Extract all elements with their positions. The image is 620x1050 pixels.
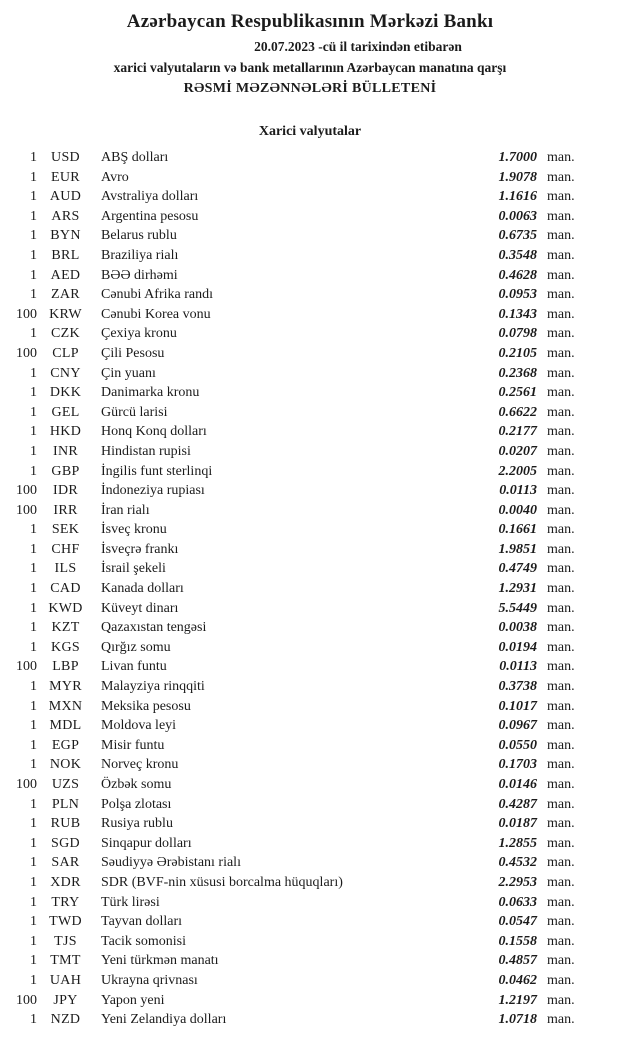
currency-code: INR: [52, 443, 78, 459]
table-row: [0, 951, 620, 971]
currency-unit: man.: [547, 502, 575, 518]
currency-rate: 0.0063: [498, 208, 537, 224]
currency-code: KRW: [49, 306, 82, 322]
currency-quantity: 1: [30, 972, 37, 988]
currency-unit: man.: [547, 365, 575, 381]
currency-rate: 0.3548: [498, 247, 537, 263]
currency-code: CZK: [51, 326, 80, 342]
currency-name: Küveyt dinarı: [101, 600, 179, 616]
currency-quantity: 1: [30, 541, 37, 557]
currency-rate: 0.1017: [498, 698, 537, 714]
currency-rate: 0.1558: [498, 933, 537, 949]
currency-code: TJS: [54, 933, 77, 949]
currency-rate: 0.4628: [498, 267, 537, 283]
currency-rate: 0.2368: [498, 365, 537, 381]
currency-code: HKD: [49, 424, 82, 440]
table-row: [0, 422, 620, 442]
currency-name: Avro: [101, 169, 129, 185]
currency-rate: 0.0547: [498, 914, 537, 930]
currency-quantity: 100: [16, 659, 37, 675]
currency-unit: man.: [547, 208, 575, 224]
currency-name: Tayvan dolları: [101, 914, 183, 930]
table-row: [0, 559, 620, 579]
currency-unit: man.: [547, 835, 575, 851]
currency-rate: 0.0040: [498, 502, 537, 518]
currency-unit: man.: [547, 228, 575, 244]
currency-unit: man.: [547, 267, 575, 283]
currency-rate: 0.0462: [498, 972, 537, 988]
currency-quantity: 1: [30, 443, 37, 459]
currency-unit: man.: [547, 757, 575, 773]
currency-code: MXN: [48, 698, 83, 714]
bulletin-title: RƏSMİ MƏZƏNNƏLƏRİ BÜLLETENİ: [183, 81, 437, 96]
currency-unit: man.: [547, 953, 575, 969]
currency-code: GEL: [51, 404, 80, 420]
currency-name: Argentina pesosu: [101, 208, 199, 224]
currency-quantity: 1: [30, 228, 37, 244]
currency-unit: man.: [547, 150, 575, 165]
currency-rate: 0.0113: [499, 659, 537, 675]
table-row: [0, 285, 620, 305]
bulletin-subtitle: xarici valyutaların və bank metallarının Azərbaycan manatına qarşı: [113, 60, 507, 75]
currency-unit: man.: [547, 659, 575, 675]
currency-code: EGP: [51, 737, 80, 753]
currency-quantity: 1: [30, 874, 37, 890]
currency-rate: 0.0113: [499, 483, 537, 499]
currency-name: İngilis funt sterlinqi: [101, 463, 213, 479]
currency-name: Polşa zlotası: [101, 796, 172, 812]
currency-name: Cənubi Korea vonu: [101, 306, 211, 322]
table-row: [0, 226, 620, 246]
currency-name: Avstraliya dolları: [101, 189, 199, 205]
currency-name: İsveç kronu: [101, 522, 167, 538]
currency-unit: man.: [547, 914, 575, 930]
currency-rate: 1.2197: [498, 992, 537, 1008]
currency-name: Çexiya kronu: [101, 326, 177, 342]
exchange-rates-table: [0, 148, 620, 1030]
table-row: [0, 932, 620, 952]
currency-name: Səudiyyə Ərəbistanı rialı: [101, 855, 241, 871]
table-row: [0, 168, 620, 188]
table-row: [0, 755, 620, 775]
currency-rate: 0.0953: [498, 287, 537, 303]
currency-quantity: 1: [30, 796, 37, 812]
table-row: [0, 324, 620, 344]
currency-name: Braziliya rialı: [101, 247, 179, 263]
currency-name: Tacik somonisi: [101, 933, 186, 949]
currency-name: İsveçrə frankı: [101, 541, 179, 557]
currency-name: Rusiya rublu: [101, 816, 173, 832]
currency-name: Moldova leyi: [101, 718, 177, 734]
currency-name: Yapon yeni: [101, 992, 165, 1008]
currency-code: TMT: [50, 953, 81, 969]
currency-code: TWD: [49, 914, 82, 930]
currency-code: ZAR: [51, 287, 80, 303]
currency-rate: 1.7000: [498, 150, 537, 165]
currency-name: Danimarka kronu: [101, 385, 200, 401]
currency-quantity: 1: [30, 737, 37, 753]
currency-unit: man.: [547, 639, 575, 655]
currency-unit: man.: [547, 894, 575, 910]
table-row: [0, 481, 620, 501]
table-row: [0, 187, 620, 207]
currency-code: AUD: [49, 189, 82, 205]
currency-rate: 2.2005: [498, 463, 537, 479]
currency-unit: man.: [547, 992, 575, 1008]
currency-code: IRR: [53, 502, 78, 518]
currency-unit: man.: [547, 796, 575, 812]
currency-code: NZD: [50, 1012, 81, 1028]
currency-rate: 0.2561: [498, 385, 537, 401]
currency-name: Yeni Zelandiya dolları: [101, 1012, 227, 1028]
currency-quantity: 1: [30, 424, 37, 440]
table-row: [0, 579, 620, 599]
currency-name: Sinqapur dolları: [101, 835, 192, 851]
currency-quantity: 100: [16, 502, 37, 518]
currency-name: Norveç kronu: [101, 757, 179, 773]
currency-quantity: 1: [30, 698, 37, 714]
currency-code: CNY: [50, 365, 81, 381]
currency-code: CLP: [52, 345, 79, 361]
table-row: [0, 148, 620, 168]
currency-code: TRY: [51, 894, 80, 910]
currency-code: CAD: [50, 581, 81, 597]
currency-unit: man.: [547, 600, 575, 616]
currency-rate: 0.4857: [498, 953, 537, 969]
currency-rate: 1.1616: [498, 189, 537, 205]
currency-code: KGS: [51, 639, 80, 655]
currency-name: Kanada dolları: [101, 581, 184, 597]
currency-name: BƏƏ dirhəmi: [101, 267, 178, 283]
currency-code: LBP: [52, 659, 79, 675]
currency-name: Belarus rublu: [101, 228, 177, 244]
currency-quantity: 1: [30, 1012, 37, 1028]
currency-name: Ukrayna qrivnası: [101, 972, 198, 988]
currency-rate: 0.1343: [498, 306, 537, 322]
currency-quantity: 1: [30, 855, 37, 871]
currency-rate: 0.4749: [498, 561, 537, 577]
currency-code: SAR: [51, 855, 80, 871]
currency-unit: man.: [547, 443, 575, 459]
currency-quantity: 1: [30, 150, 37, 165]
currency-quantity: 1: [30, 385, 37, 401]
currency-rate: 1.2931: [498, 581, 537, 597]
currency-unit: man.: [547, 620, 575, 636]
currency-rate: 0.2105: [498, 345, 537, 361]
table-row: [0, 462, 620, 482]
currency-rate: 1.9078: [498, 169, 537, 185]
currency-code: SEK: [51, 522, 80, 538]
currency-unit: man.: [547, 247, 575, 263]
currency-code: KWD: [48, 600, 83, 616]
currency-quantity: 1: [30, 933, 37, 949]
currency-code: UZS: [51, 777, 80, 792]
currency-quantity: 100: [16, 306, 37, 322]
currency-rate: 0.0798: [498, 326, 537, 342]
currency-code: GBP: [51, 463, 80, 479]
effective-date-line: 20.07.2023 -cü il tarixindən etibarən: [254, 39, 462, 54]
table-row: [0, 540, 620, 560]
currency-quantity: 1: [30, 835, 37, 851]
currency-unit: man.: [547, 306, 575, 322]
currency-rate: 0.4532: [498, 855, 537, 871]
currency-code: UAH: [49, 972, 82, 988]
currency-name: Özbək somu: [101, 777, 172, 792]
currency-unit: man.: [547, 933, 575, 949]
currency-unit: man.: [547, 581, 575, 597]
table-row: [0, 266, 620, 286]
table-row: [0, 736, 620, 756]
table-row: [0, 383, 620, 403]
currency-unit: man.: [547, 463, 575, 479]
bank-title: Azərbaycan Respublikasının Mərkəzi Bankı: [126, 11, 494, 32]
currency-code: ARS: [51, 208, 80, 224]
currency-unit: man.: [547, 404, 575, 420]
table-row: [0, 442, 620, 462]
table-row: [0, 991, 620, 1011]
currency-rate: 1.9851: [498, 541, 537, 557]
currency-code: ILS: [54, 561, 77, 577]
currency-name: İndoneziya rupiası: [101, 483, 205, 499]
table-row: [0, 207, 620, 227]
currency-unit: man.: [547, 189, 575, 205]
currency-rate: 0.3738: [498, 679, 537, 695]
table-row: [0, 618, 620, 638]
currency-rate: 0.4287: [498, 796, 537, 812]
currency-name: Livan funtu: [101, 659, 167, 675]
table-row: [0, 305, 620, 325]
currency-unit: man.: [547, 561, 575, 577]
table-row: [0, 638, 620, 658]
currency-unit: man.: [547, 483, 575, 499]
currency-unit: man.: [547, 1012, 575, 1028]
table-row: [0, 775, 620, 795]
currency-quantity: 1: [30, 404, 37, 420]
currency-quantity: 1: [30, 208, 37, 224]
table-row: [0, 657, 620, 677]
currency-quantity: 1: [30, 463, 37, 479]
table-row: [0, 246, 620, 266]
table-row: [0, 677, 620, 697]
currency-rate: 1.0718: [498, 1012, 537, 1028]
currency-unit: man.: [547, 522, 575, 538]
table-row: [0, 364, 620, 384]
currency-code: BRL: [51, 247, 80, 263]
currency-name: Çin yuanı: [101, 365, 156, 381]
currency-unit: man.: [547, 326, 575, 342]
currency-rate: 0.0207: [498, 443, 537, 459]
currency-unit: man.: [547, 345, 575, 361]
currency-name: ABŞ dolları: [101, 150, 169, 165]
currency-rate: 0.6735: [498, 228, 537, 244]
currency-quantity: 1: [30, 522, 37, 538]
currency-quantity: 100: [16, 992, 37, 1008]
currency-rate: 0.1703: [498, 757, 537, 773]
currency-quantity: 1: [30, 267, 37, 283]
currency-name: Yeni türkmən manatı: [101, 953, 219, 969]
currency-code: EUR: [51, 169, 80, 185]
currency-name: Meksika pesosu: [101, 698, 191, 714]
currency-code: MDL: [49, 718, 82, 734]
currency-code: PLN: [51, 796, 80, 812]
table-row: [0, 834, 620, 854]
currency-quantity: 1: [30, 169, 37, 185]
currency-quantity: 1: [30, 718, 37, 734]
table-row: [0, 814, 620, 834]
currency-code: MYR: [49, 679, 82, 695]
currency-code: KZT: [51, 620, 80, 636]
currency-name: Qırğız somu: [101, 639, 171, 655]
currency-code: RUB: [50, 816, 81, 832]
currency-name: Hindistan rupisi: [101, 443, 191, 459]
currency-code: SGD: [51, 835, 80, 851]
currency-name: Gürcü larisi: [101, 404, 168, 420]
currency-code: IDR: [52, 483, 78, 499]
currency-quantity: 1: [30, 247, 37, 263]
currency-quantity: 1: [30, 287, 37, 303]
currency-name: Qazaxıstan tengəsi: [101, 620, 207, 636]
currency-name: Honq Konq dolları: [101, 424, 207, 440]
currency-quantity: 1: [30, 326, 37, 342]
currency-rate: 0.0038: [498, 620, 537, 636]
currency-rate: 0.0967: [498, 718, 537, 734]
currency-code: BYN: [50, 228, 81, 244]
currency-unit: man.: [547, 777, 575, 792]
table-row: [0, 716, 620, 736]
table-row: [0, 893, 620, 913]
currency-code: JPY: [53, 992, 78, 1008]
table-row: [0, 501, 620, 521]
table-row: [0, 853, 620, 873]
currency-name: İran rialı: [101, 502, 150, 518]
table-row: [0, 873, 620, 893]
currency-quantity: 1: [30, 189, 37, 205]
currency-rate: 0.0187: [498, 816, 537, 832]
currency-unit: man.: [547, 679, 575, 695]
table-row: [0, 912, 620, 932]
currency-quantity: 1: [30, 561, 37, 577]
table-row: [0, 971, 620, 991]
currency-unit: man.: [547, 972, 575, 988]
currency-code: AED: [50, 267, 81, 283]
currency-rate: 0.6622: [498, 404, 537, 420]
currency-quantity: 1: [30, 894, 37, 910]
currency-rate: 0.0633: [498, 894, 537, 910]
currency-code: NOK: [49, 757, 82, 773]
currency-code: CHF: [51, 541, 80, 557]
section-title-foreign-currencies: Xarici valyutalar: [258, 124, 362, 139]
currency-name: Çili Pesosu: [101, 345, 165, 361]
currency-unit: man.: [547, 287, 575, 303]
currency-rate: 5.5449: [498, 600, 537, 616]
currency-quantity: 1: [30, 581, 37, 597]
currency-rate: 0.0194: [498, 639, 537, 655]
currency-quantity: 100: [16, 345, 37, 361]
currency-quantity: 1: [30, 365, 37, 381]
table-row: [0, 403, 620, 423]
currency-unit: man.: [547, 855, 575, 871]
currency-quantity: 100: [16, 777, 37, 792]
table-row: [0, 599, 620, 619]
currency-rate: 1.2855: [498, 835, 537, 851]
currency-rate: 2.2953: [498, 874, 537, 890]
table-row: [0, 795, 620, 815]
currency-name: SDR (BVF-nin xüsusi borcalma hüquqları): [101, 874, 343, 890]
currency-name: Cənubi Afrika randı: [101, 287, 213, 303]
currency-name: Misir funtu: [101, 737, 165, 753]
currency-name: Malayziya rinqqiti: [101, 679, 205, 695]
currency-unit: man.: [547, 737, 575, 753]
table-row: [0, 1010, 620, 1030]
currency-quantity: 1: [30, 679, 37, 695]
currency-quantity: 100: [16, 483, 37, 499]
currency-rate: 0.2177: [498, 424, 537, 440]
currency-quantity: 1: [30, 914, 37, 930]
currency-rate: 0.1661: [498, 522, 537, 538]
table-row: [0, 520, 620, 540]
currency-quantity: 1: [30, 953, 37, 969]
currency-unit: man.: [547, 541, 575, 557]
table-row: [0, 697, 620, 717]
currency-quantity: 1: [30, 757, 37, 773]
currency-rate: 0.0550: [498, 737, 537, 753]
currency-code: DKK: [49, 385, 82, 401]
currency-code: USD: [51, 150, 80, 165]
currency-unit: man.: [547, 816, 575, 832]
currency-quantity: 1: [30, 620, 37, 636]
currency-rate: 0.0146: [498, 777, 537, 792]
currency-unit: man.: [547, 874, 575, 890]
currency-code: XDR: [50, 874, 81, 890]
currency-name: Türk lirəsi: [101, 894, 160, 910]
currency-quantity: 1: [30, 639, 37, 655]
currency-unit: man.: [547, 698, 575, 714]
currency-quantity: 1: [30, 600, 37, 616]
currency-unit: man.: [547, 169, 575, 185]
currency-unit: man.: [547, 718, 575, 734]
currency-quantity: 1: [30, 816, 37, 832]
table-row: [0, 344, 620, 364]
currency-unit: man.: [547, 424, 575, 440]
currency-unit: man.: [547, 385, 575, 401]
currency-name: İsrail şekeli: [101, 561, 166, 577]
